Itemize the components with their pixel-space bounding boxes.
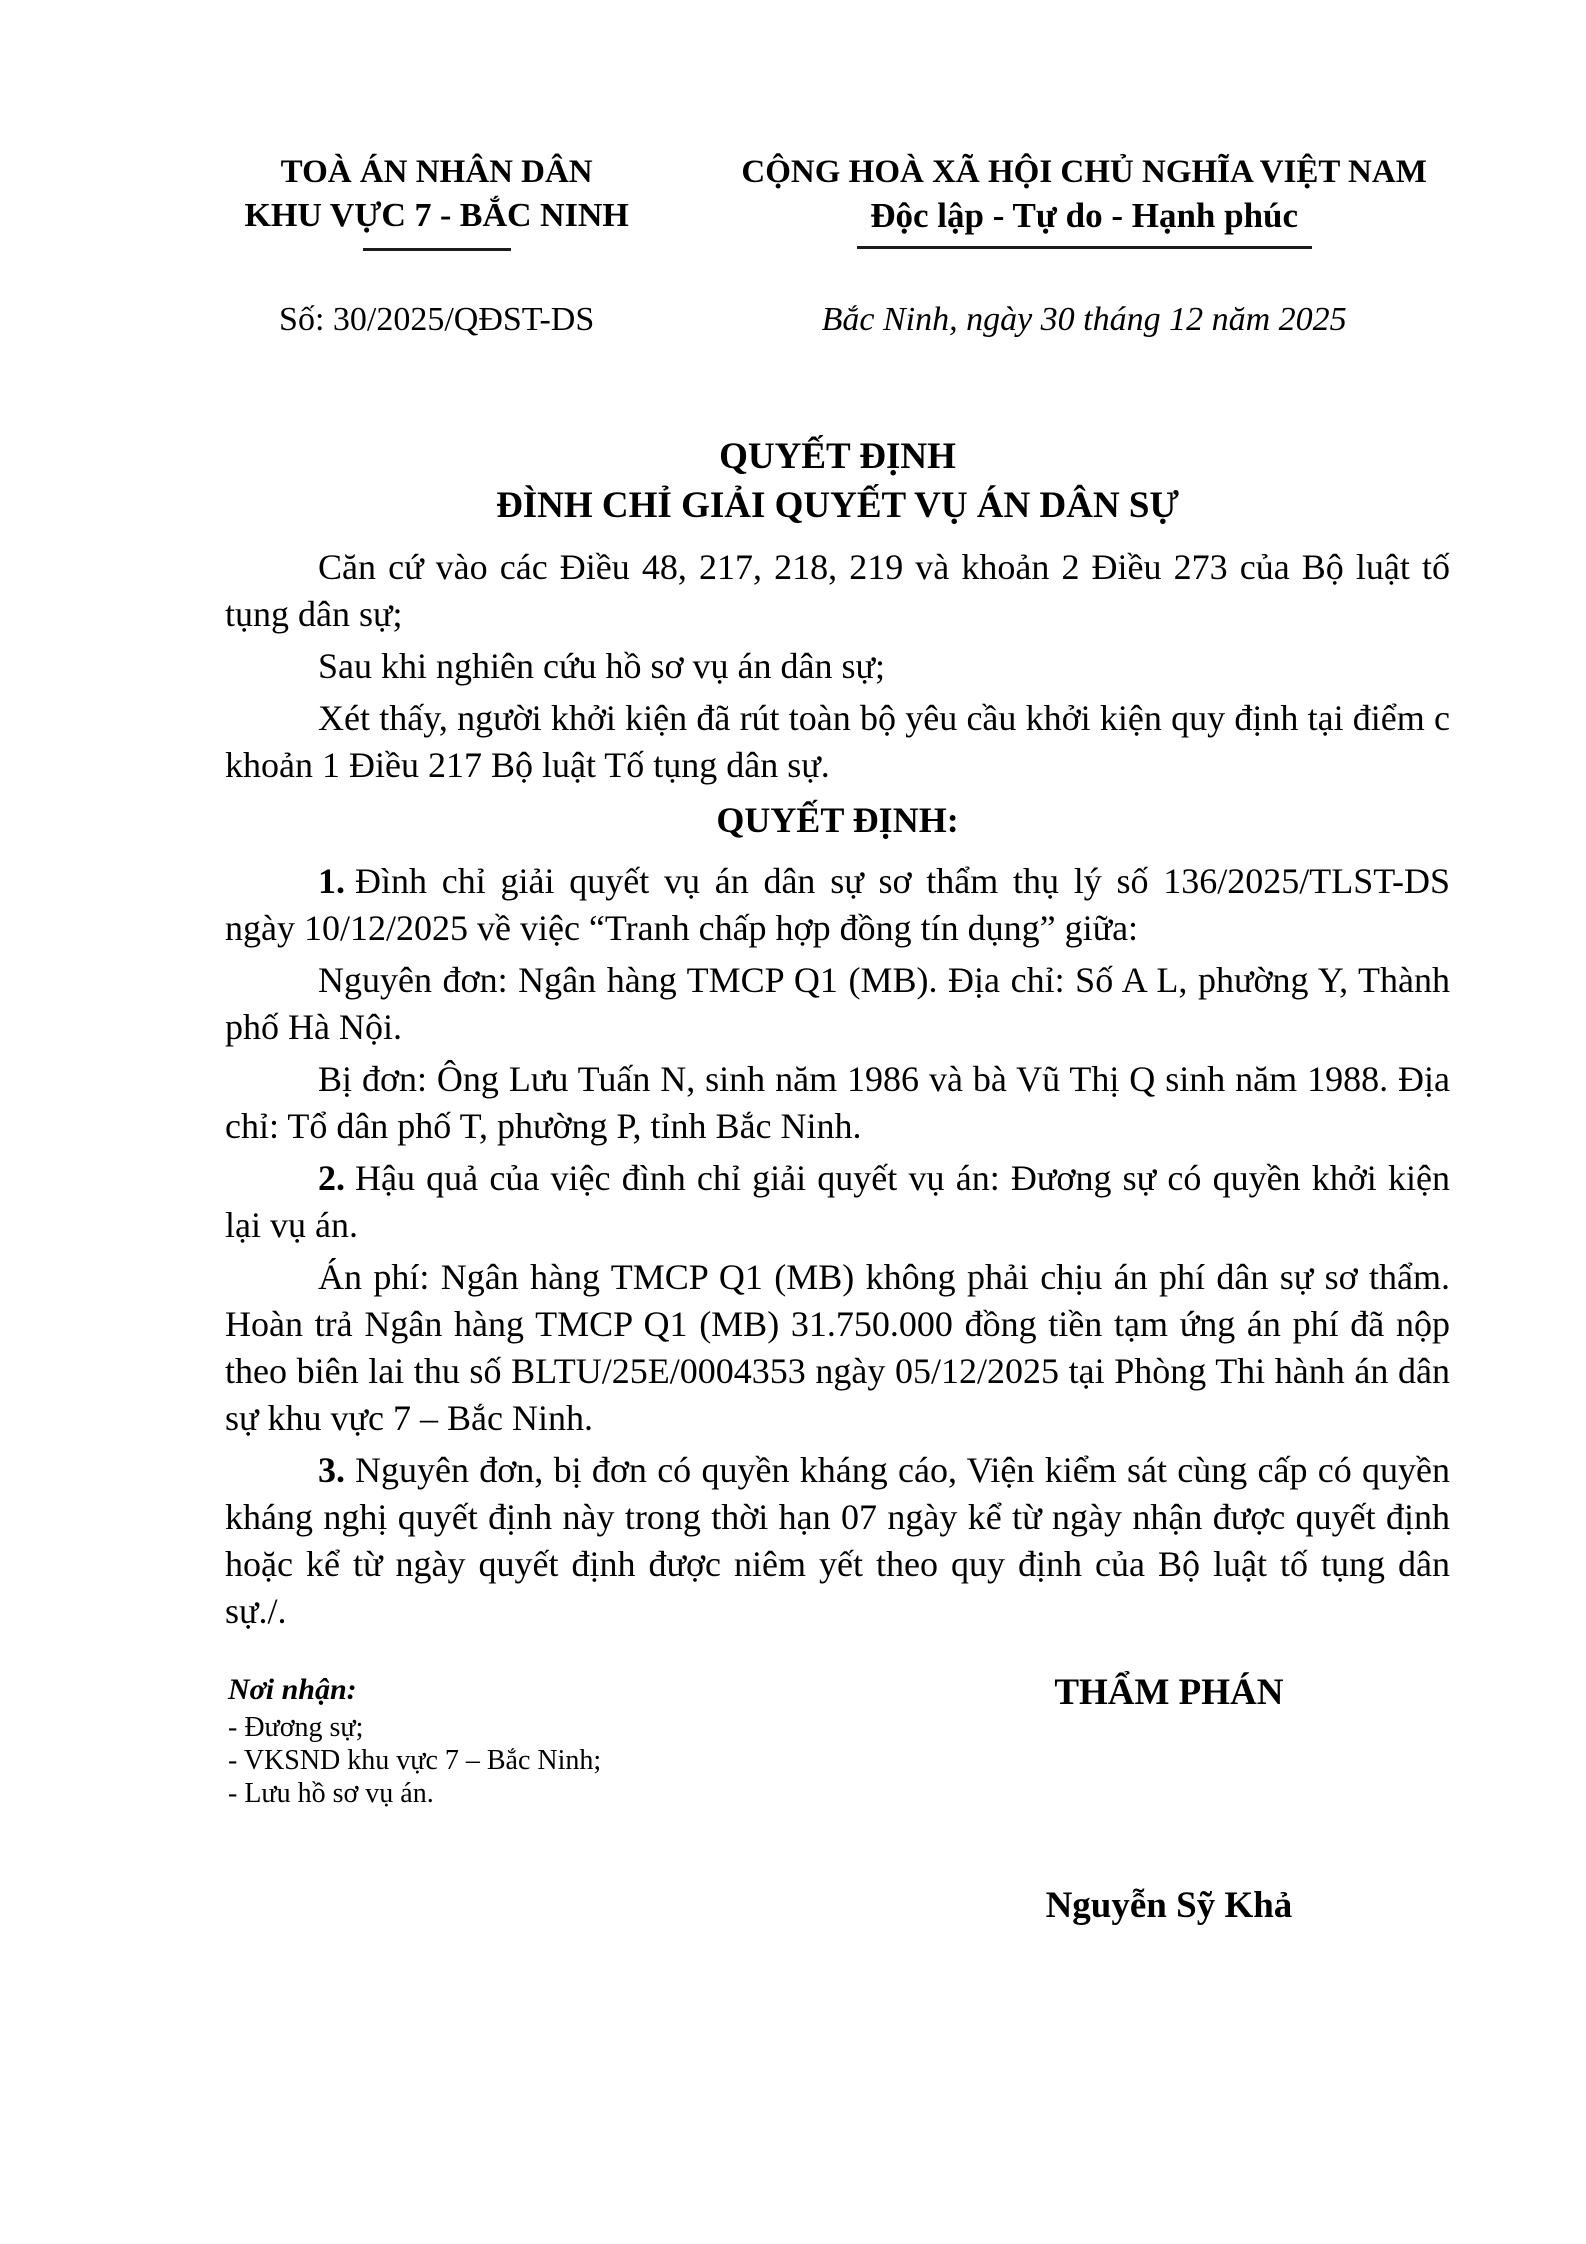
signer-title: THẨM PHÁN	[1054, 1672, 1284, 1713]
national-motto-line1: CỘNG HOÀ XÃ HỘI CHỦ NGHĨA VIỆT NAM	[741, 154, 1427, 190]
decision-item-1	[225, 858, 1450, 952]
paragraph-text: Xét thấy, người khởi kiện đã rút toàn bộ yêu cầu khởi kiện quy định tại điểm c khoản 1 Điều 217 Bộ luật Tố tụng dân sự.	[225, 698, 1450, 785]
national-motto-rule	[857, 246, 1312, 249]
court-name-line1: TOÀ ÁN NHÂN DÂN	[280, 154, 593, 190]
recipients-label: Nơi nhận:	[228, 1673, 357, 1706]
decision-section-heading: QUYẾT ĐỊNH:	[716, 800, 959, 840]
court-name-block	[155, 150, 718, 251]
document-date-place: Bắc Ninh, ngày 30 tháng 12 năm 2025	[821, 301, 1347, 338]
document-title-line2: ĐÌNH CHỈ GIẢI QUYẾT VỤ ÁN DÂN SỰ	[496, 485, 1179, 526]
item-text: Hậu quả của việc đình chỉ giải quyết vụ án: Đương sự có quyền khởi kiện lại vụ án.	[225, 1158, 1450, 1245]
document-header	[0, 0, 1586, 251]
decision-item-2	[225, 1155, 1450, 1249]
item-number: 3.	[318, 1450, 345, 1490]
item-text: Án phí: Ngân hàng TMCP Q1 (MB) không phải chịu án phí dân sự sơ thẩm. Hoàn trả Ngân hàng TMCP Q1 (MB) 31.750.000 đồng tiền tạm ứng án phí đã nộp theo biên lai thu số BLTU/25E/0004353 ngày 05/12/2025 tại Phòng Thi hành án dân sự khu vực 7 – Bắc Ninh.	[225, 1257, 1450, 1438]
document-content	[0, 432, 1586, 1635]
document-meta	[0, 297, 1586, 342]
recipient-item: - VKSND khu vực 7 – Bắc Ninh;	[228, 1745, 602, 1776]
defendant-paragraph	[225, 1056, 1450, 1150]
preamble-paragraph	[225, 544, 1450, 638]
item-text: Nguyên đơn: Ngân hàng TMCP Q1 (MB). Địa chỉ: Số A L, phường Y, Thành phố Hà Nội.	[225, 960, 1450, 1047]
national-motto-line2: Độc lập - Tự do - Hạnh phúc	[870, 196, 1299, 235]
recipient-item: - Đương sự;	[228, 1712, 364, 1743]
national-motto-block	[718, 150, 1450, 251]
decision-item-3	[225, 1447, 1450, 1635]
court-name-rule	[363, 248, 511, 251]
document-footer	[0, 1669, 1586, 1930]
court-name-line2: KHU VỰC 7 - BẮC NINH	[244, 197, 629, 234]
plaintiff-paragraph	[225, 957, 1450, 1051]
paragraph-text: Căn cứ vào các Điều 48, 217, 218, 219 và khoản 2 Điều 273 của Bộ luật tố tụng dân sự;	[225, 547, 1450, 634]
item-number: 2.	[318, 1158, 345, 1198]
preamble-paragraph	[225, 643, 1450, 690]
document-number: Số: 30/2025/QĐST-DS	[279, 301, 595, 338]
item-text: Bị đơn: Ông Lưu Tuấn N, sinh năm 1986 và bà Vũ Thị Q sinh năm 1988. Địa chỉ: Tổ dân phố T, phường P, tỉnh Bắc Ninh.	[225, 1059, 1450, 1146]
signature-block	[888, 1669, 1450, 1930]
item-number: 1.	[318, 861, 345, 901]
item-text: Đình chỉ giải quyết vụ án dân sự sơ thẩm thụ lý số 136/2025/TLST-DS ngày 10/12/2025 về việc “Tranh chấp hợp đồng tín dụng” giữa:	[225, 861, 1450, 948]
recipient-item: - Lưu hồ sơ vụ án.	[228, 1778, 434, 1809]
preamble-section	[225, 544, 1450, 789]
court-fee-paragraph	[225, 1254, 1450, 1442]
paragraph-text: Sau khi nghiên cứu hồ sơ vụ án dân sự;	[318, 646, 885, 686]
document-title	[225, 432, 1450, 530]
item-text: Nguyên đơn, bị đơn có quyền kháng cáo, Viện kiểm sát cùng cấp có quyền kháng nghị quyết định này trong thời hạn 07 ngày kể từ ngày nhận được quyết định hoặc kể từ ngày quyết định được niêm yết theo quy định của Bộ luật tố tụng dân sự./.	[225, 1450, 1450, 1631]
recipients-block	[228, 1669, 888, 1930]
signer-name: Nguyễn Sỹ Khả	[1045, 1885, 1293, 1926]
decision-section	[225, 858, 1450, 1635]
document-title-line1: QUYẾT ĐỊNH	[719, 436, 956, 477]
preamble-paragraph	[225, 695, 1450, 789]
